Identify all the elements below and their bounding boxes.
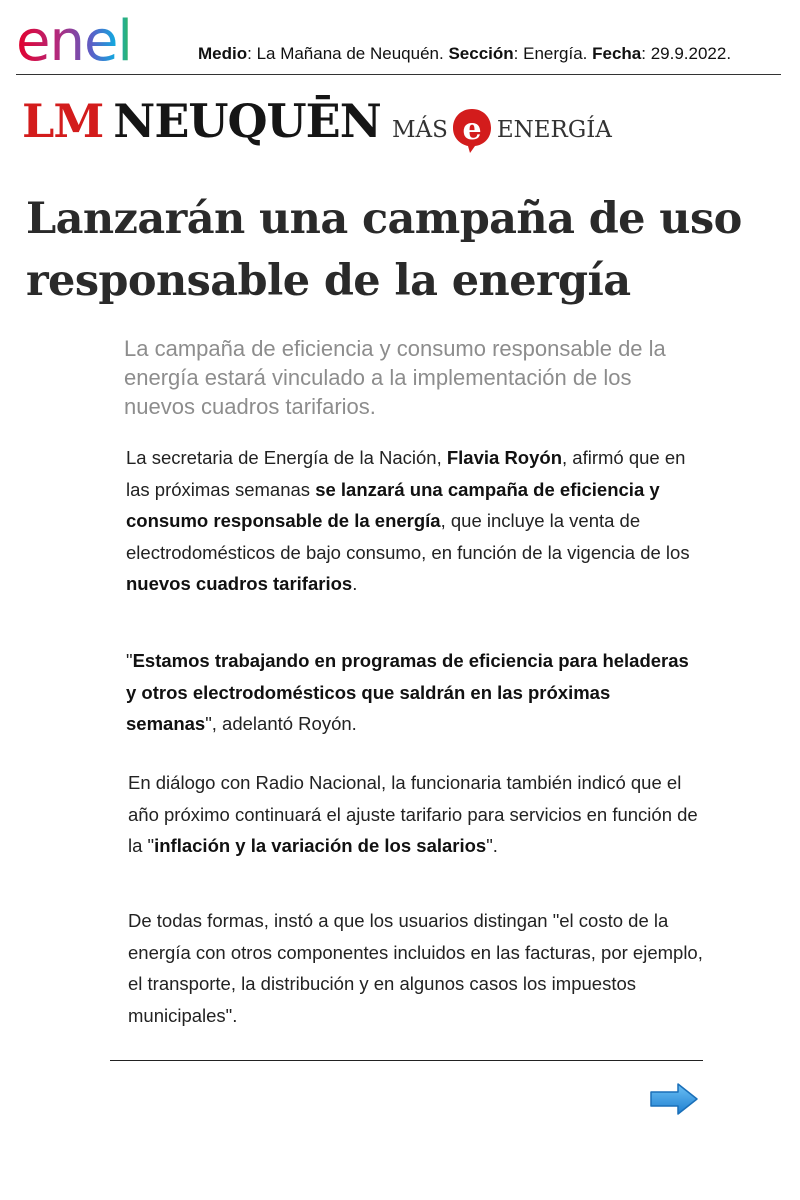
highlight-inflation: inflación y la variación de los salarios	[154, 835, 487, 856]
section-suffix: ENERGÍA	[496, 117, 612, 143]
article-paragraph-4: De todas formas, instó a que los usuarios distingan "el costo de la energía con otros componentes incluidos en las facturas, por ejemplo, el transporte, la distribución y en algunos casos los impuestos municipales".	[128, 910, 703, 1026]
article-headline: Lanzarán una campaña de uso responsable de la energía	[26, 194, 742, 306]
fecha-value: 29.9.2022.	[650, 44, 732, 63]
fecha-label: Fecha	[592, 44, 642, 63]
highlight-tariffs: nuevos cuadros tarifarios	[126, 573, 353, 594]
highlight-campaign: se lanzará una campaña de eficiencia y consumo responsable de la energía	[126, 478, 660, 531]
medio-value: La Mañana de Neuquén.	[256, 44, 444, 63]
svg-text:e: e	[462, 112, 482, 147]
section-prefix: MÁS	[392, 117, 448, 143]
highlight-quote: Estamos trabajando en programas de eficiencia para heladeras y otros electrodomésticos que saldrán en las próximas semanas	[126, 650, 689, 734]
article-subtitle: La campaña de eficiencia y consumo responsable de la energía estará vinculado a la implementación de los nuevos cuadros tarifarios.	[124, 336, 666, 419]
svg-text:enel: enel	[16, 9, 132, 70]
seccion-value: Energía.	[523, 44, 588, 63]
publication-logo	[22, 94, 381, 148]
clipping-meta: Medio: La Mañana de Neuquén. Sección: Energía. Fecha: 29.9.2022.	[198, 44, 732, 63]
section-logo	[392, 106, 612, 156]
article-paragraph-1: La secretaria de Energía de la Nación, Flavia Royón, afirmó que en las próximas semanas se lanzará una campaña de eficiencia y consumo responsable de la energía, que incluye la venta de electrodomésticos de bajo consumo, en función de la vigencia de los nuevos cuadros tarifarios.	[126, 447, 690, 594]
article-paragraph-3: En diálogo con Radio Nacional, la funcionaria también indicó que el año próximo continuará el ajuste tarifario para servicios en función de la "inflación y la variación de los salarios".	[128, 772, 698, 856]
right-arrow-icon[interactable]	[648, 1082, 700, 1116]
brand-lm: LM	[22, 94, 104, 148]
footer-divider	[110, 1060, 703, 1061]
medio-label: Medio	[198, 44, 248, 63]
highlight-name: Flavia Royón	[446, 447, 562, 468]
energy-e-badge-icon	[450, 106, 494, 154]
article-quote: "Estamos trabajando en programas de eficiencia para heladeras y otros electrodomésticos que saldrán en las próximas semanas", adelantó Royón.	[126, 650, 689, 734]
enel-logo	[14, 8, 174, 70]
clipping-header	[0, 0, 800, 80]
header-divider	[16, 74, 781, 75]
seccion-label: Sección	[448, 44, 514, 63]
brand-city: NEUQUĒN	[113, 94, 381, 148]
